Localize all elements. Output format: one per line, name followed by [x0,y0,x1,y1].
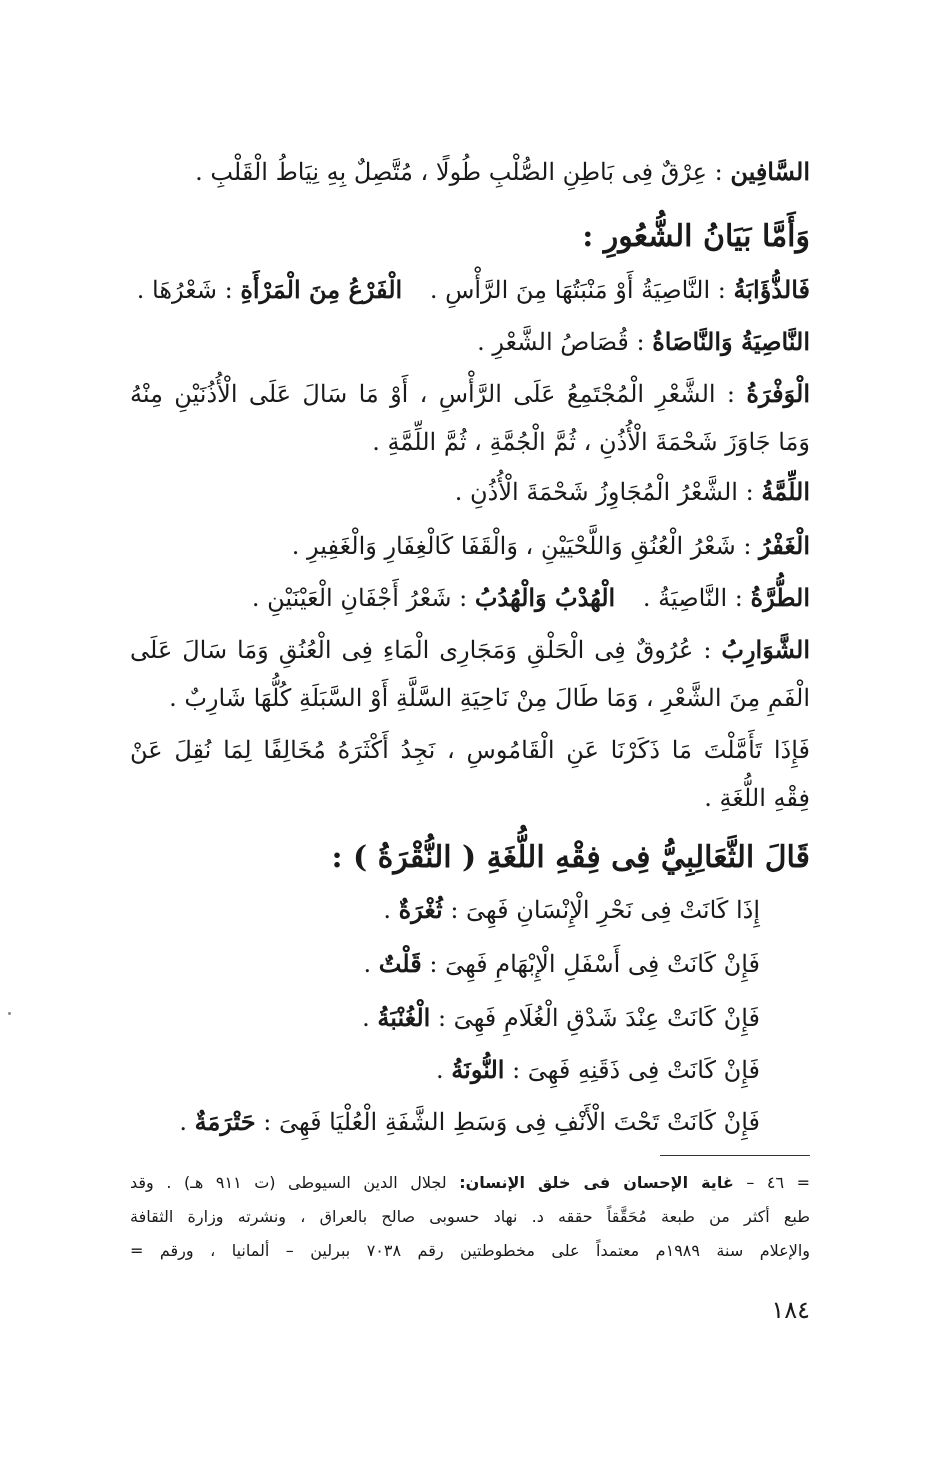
footnote-text: لجلال الدين السيوطى (ت ٩١١ هـ) . وقد [130,1173,447,1192]
list-item [130,888,760,932]
term: حَتْرَمَةٌ [194,1107,256,1136]
scan-speck [8,1012,11,1015]
entry-wafra-cont: وَمَا جَاوَزَ شَحْمَةَ الْأُذُنِ ، ثُمَّ الْجُمَّةِ ، ثُمَّ اللِّمَّةِ . [372,428,810,456]
term: ثُغْرَةٌ [398,895,443,924]
entry-saafin [130,150,810,194]
term: اللِّمَّةُ [761,477,810,506]
period: . [363,950,372,978]
footnote-title: غاية الإحسان فى خلق الإنسان: [459,1173,734,1192]
term: الطُّرَّةُ [750,583,810,612]
item-text: فَإِنْ كَانَتْ فِى ذَقَنِهِ فَهِىَ : [512,1056,760,1084]
entry-limma [130,470,810,514]
footnote-prefix: = ٤٦ – [746,1173,811,1192]
term: فَالذُّؤَابَةُ [733,275,810,304]
list-item [130,1100,760,1144]
entry-shawarib-cont: الْفَمِ مِنَ الشَّعْرِ ، وَمَا طَالَ مِنْ نَاحِيَةِ السَّلَّةِ أَوْ السَّبَلَةِ كُلُّهَا شَارِبٌ . [169,684,810,712]
period: . [383,896,391,924]
term: الْوَفْرَةُ [746,379,810,408]
term: الْهُدْبُ وَالْهُدُبُ [474,583,616,612]
list-item [130,942,760,986]
entry-ghafr [130,524,810,568]
paragraph-line: فِقْهِ اللُّغَةِ . [704,784,810,812]
term: الشَّوَارِبُ [721,635,810,664]
definition: : الشَّعْرُ الْمُجَاوِزُ شَحْمَةَ الْأُذُنِ . [454,478,754,506]
list-item [130,1048,760,1092]
definition: : الشَّعْرِ الْمُجْتَمِعُ عَلَى الرَّأْسِ ، أَوْ مَا سَالَ عَلَى الْأُذُنَيْنِ مِنْهُ [130,380,735,408]
period: . [362,1004,370,1032]
footnote-line: والإعلام سنة ١٩٨٩م معتمداً على مخطوطتين رقم ٧٠٣٨ ببرلين – ألمانيا ، ورقم = [130,1241,811,1260]
period: . [435,1056,444,1084]
entry-nasiya [130,320,810,364]
section-heading-thaalibi: قَالَ الثَّعَالِبِيُّ فِى فِقْهِ اللُّغَةِ ( النُّقْرَةُ ) : [331,840,810,875]
footnote-line: طبع أكثر من طبعة مُحَقَّقاً حققه د. نهاد حسوبى صالح بالعراق ، ونشرته وزارة الثقافة [130,1207,810,1226]
item-text: إِذَا كَانَتْ فِى نَحْرِ الْإِنْسَانِ فَهِىَ : [450,896,760,924]
list-item [130,996,760,1040]
entry-turra [130,576,810,620]
definition: : قُصَاصُ الشَّعْرِ . [477,328,645,356]
definition: : عِرْقٌ فِى بَاطِنِ الصُّلْبِ طُولًا ، مُتَّصِلٌ بِهِ نِيَاطُ الْقَلْبِ . [195,158,723,186]
item-text: فَإِنْ كَانَتْ فِى أَسْفَلِ الْإِبْهَامِ فَهِىَ : [429,950,760,978]
page-number: ١٨٤ [771,1296,810,1324]
definition: : النَّاصِيَةُ . [642,584,743,612]
definition: : شَعْرُهَا . [136,276,233,304]
term: النَّاصِيَةُ وَالنَّاصَاةُ [652,327,810,356]
definition: : شَعْرُ الْعُنُقِ وَاللَّحْيَيْنِ ، وَالْقَفَا كَالْغِفَارِ وَالْغَفِيرِ . [291,532,752,560]
term: الْغُنْبَةُ [377,1003,431,1032]
paragraph-line: فَإِذَا تَأَمَّلْتَ مَا ذَكَرْنَا عَنِ الْقَامُوسِ ، نَجِدُ أَكْثَرَهُ مُخَالِفًا لِمَا نُقِلَ عَنْ [130,736,810,764]
period: . [179,1108,187,1136]
footnote-line [130,1168,810,1198]
term: النُّونَةُ [451,1055,505,1084]
section-heading-hair: وَأَمَّا بَيَانُ الشُّعُورِ : [582,219,810,254]
item-text: فَإِنْ كَانَتْ تَحْتَ الْأَنْفِ فِى وَسَطِ الشَّفَةِ الْعُلْيَا فَهِىَ : [263,1108,760,1136]
definition: : عُرُوقٌ فِى الْحَلْقِ وَمَجَارِى الْمَاءِ فِى الْعُنُقِ وَمَا سَالَ عَلَى [130,636,712,664]
definition: : شَعْرُ أَجْفَانِ الْعَيْنَيْنِ . [251,584,468,612]
entry-shawarib [130,628,810,672]
term: الْغَفْرُ [759,531,810,560]
term: الْفَرْعُ مِنَ الْمَرْأَةِ [240,275,403,304]
term: قَلْتٌ [378,949,422,978]
entry-wafra [130,372,810,416]
definition: : النَّاصِيَةُ أَوْ مَنْبَتُهَا مِنَ الرَّأْسِ . [429,276,726,304]
entry-dhuaba [130,268,810,312]
footnote-separator [660,1155,810,1156]
term: السَّافِين [730,157,810,186]
item-text: فَإِنْ كَانَتْ عِنْدَ شَدْقِ الْغُلَامِ فَهِىَ : [437,1004,760,1032]
